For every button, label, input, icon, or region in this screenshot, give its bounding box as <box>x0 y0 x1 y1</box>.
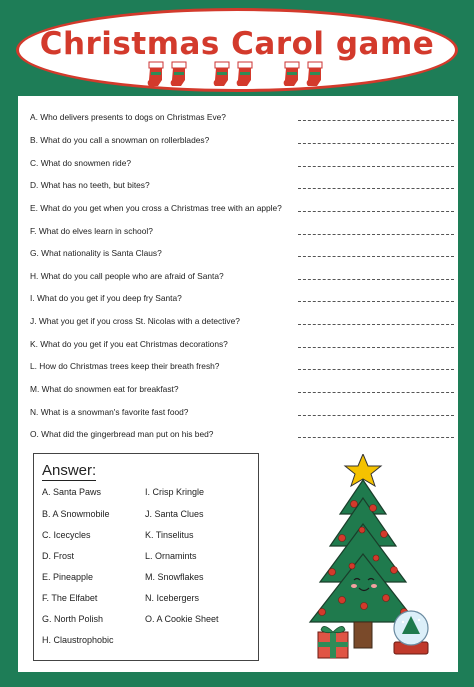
answer-blank[interactable] <box>298 188 454 189</box>
question-text: M. What do snowmen eat for breakfast? <box>30 384 179 394</box>
answer-blank[interactable] <box>298 392 454 393</box>
page-title: Christmas Carol game <box>39 26 435 62</box>
answer-item: K. Tinselitus <box>145 530 194 540</box>
answer-item: N. Icebergers <box>145 593 200 603</box>
stocking-icon <box>146 60 192 90</box>
answer-blank[interactable] <box>298 211 454 212</box>
question-text: N. What is a snowman's favorite fast food? <box>30 407 189 417</box>
worksheet-paper <box>18 96 458 672</box>
question-row <box>30 158 450 174</box>
question-text: E. What do you get when you cross a Christmas tree with an apple? <box>30 203 282 213</box>
answer-blank[interactable] <box>298 347 454 348</box>
answer-item: C. Icecycles <box>42 530 91 540</box>
question-row <box>30 112 450 128</box>
answer-blank[interactable] <box>298 324 454 325</box>
answer-item: J. Santa Clues <box>145 509 204 519</box>
answer-blank[interactable] <box>298 415 454 416</box>
question-text: K. What do you get if you eat Christmas decorations? <box>30 339 228 349</box>
answer-item: I. Crisp Kringle <box>145 487 205 497</box>
answer-item: D. Frost <box>42 551 75 561</box>
gift-box-icon <box>318 626 348 658</box>
question-text: F. What do elves learn in school? <box>30 226 153 236</box>
answer-item: A. Santa Paws <box>42 487 102 497</box>
question-text: O. What did the gingerbread man put on his bed? <box>30 429 214 439</box>
answer-blank[interactable] <box>298 256 454 257</box>
answer-box <box>33 453 259 661</box>
snow-globe-icon <box>394 611 428 654</box>
question-text: C. What do snowmen ride? <box>30 158 132 168</box>
question-text: I. What do you get if you deep fry Santa? <box>30 293 182 303</box>
question-text: L. How do Christmas trees keep their breath fresh? <box>30 361 220 371</box>
question-text: G. What nationality is Santa Claus? <box>30 248 162 258</box>
question-text: A. Who delivers presents to dogs on Christmas Eve? <box>30 112 226 122</box>
answer-blank[interactable] <box>298 234 454 235</box>
question-row <box>30 203 450 219</box>
question-row <box>30 316 450 332</box>
answer-blank[interactable] <box>298 120 454 121</box>
question-row <box>30 180 450 196</box>
question-row <box>30 339 450 355</box>
answer-item: G. North Polish <box>42 614 104 624</box>
answer-item: E. Pineapple <box>42 572 94 582</box>
question-row <box>30 384 450 400</box>
answer-item: M. Snowflakes <box>145 572 204 582</box>
answer-blank[interactable] <box>298 437 454 438</box>
question-row <box>30 407 450 423</box>
answer-item: F. The Elfabet <box>42 593 98 603</box>
question-text: B. What do you call a snowman on rollerblades? <box>30 135 210 145</box>
answer-item: H. Claustrophobic <box>42 635 114 645</box>
stocking-icon <box>212 60 258 90</box>
question-row <box>30 293 450 309</box>
answer-blank[interactable] <box>298 166 454 167</box>
answer-item: B. A Snowmobile <box>42 509 110 519</box>
question-text: H. What do you call people who are afraid of Santa? <box>30 271 224 281</box>
answer-item: O. A Cookie Sheet <box>145 614 219 624</box>
answer-item: L. Ornamints <box>145 551 197 561</box>
question-row <box>30 429 450 445</box>
question-row <box>30 135 450 151</box>
question-text: J. What you get if you cross St. Nicolas with a detective? <box>30 316 240 326</box>
question-text: D. What has no teeth, but bites? <box>30 180 150 190</box>
christmas-tree-illustration <box>302 454 452 668</box>
answer-blank[interactable] <box>298 143 454 144</box>
stocking-decorations <box>0 60 474 90</box>
answer-blank[interactable] <box>298 301 454 302</box>
answer-blank[interactable] <box>298 279 454 280</box>
answer-blank[interactable] <box>298 369 454 370</box>
question-row <box>30 361 450 377</box>
answer-heading: Answer: <box>42 462 97 479</box>
question-row <box>30 248 450 264</box>
question-row <box>30 271 450 287</box>
question-row <box>30 226 450 242</box>
stocking-icon <box>282 60 328 90</box>
